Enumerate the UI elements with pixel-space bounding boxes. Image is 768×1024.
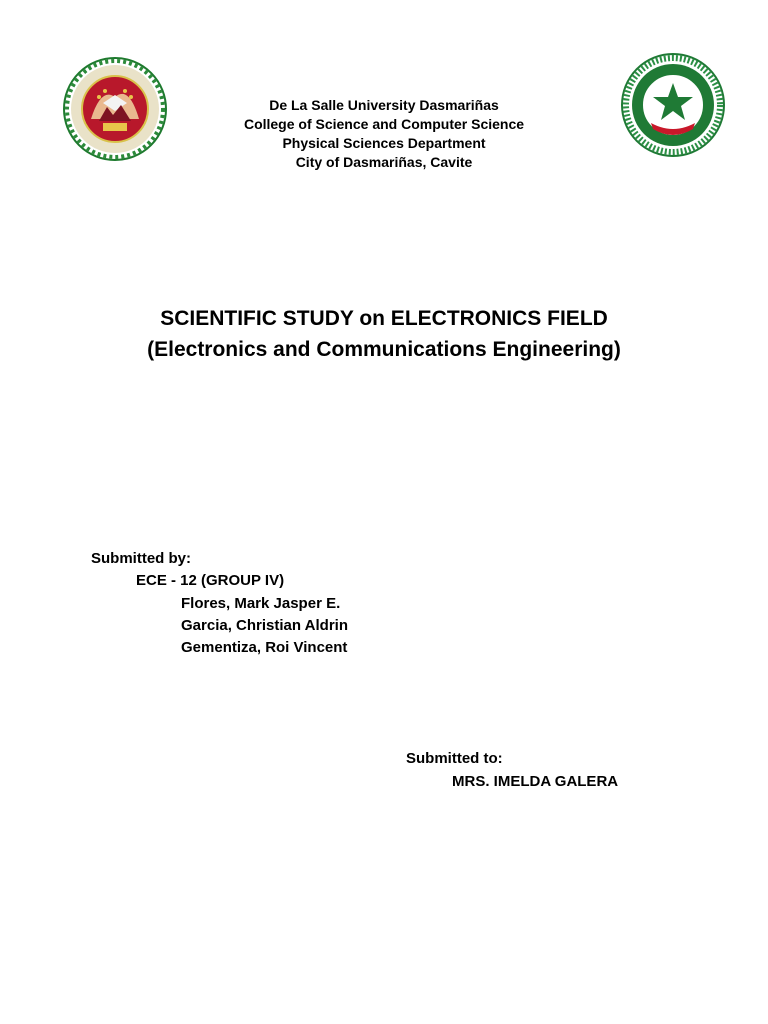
title-line-1: SCIENTIFIC STUDY on ELECTRONICS FIELD — [160, 307, 608, 330]
member-name: Flores, Mark Jasper E. — [181, 595, 341, 612]
department-name: Physical Sciences Department — [282, 135, 486, 151]
college-name: College of Science and Computer Science — [243, 116, 525, 132]
submitted-by-label: Submitted by: — [91, 550, 191, 567]
institution-header — [184, 96, 584, 172]
university-name: De La Salle University Dasmariñas — [269, 97, 499, 113]
document-title — [84, 303, 684, 365]
title-line-2: (Electronics and Communications Engineering) — [147, 338, 621, 361]
location: City of Dasmariñas, Cavite — [295, 154, 473, 170]
group-name: ECE - 12 (GROUP IV) — [136, 572, 285, 589]
college-seal-logo — [63, 57, 167, 161]
member-name: Gementiza, Roi Vincent — [181, 639, 348, 656]
submitted-to-label: Submitted to: — [406, 750, 503, 767]
university-seal-icon — [621, 53, 725, 157]
member-name: Garcia, Christian Aldrin — [181, 617, 348, 634]
college-seal-icon — [63, 57, 167, 161]
university-seal-logo — [621, 53, 725, 157]
instructor-name: MRS. IMELDA GALERA — [452, 773, 619, 790]
